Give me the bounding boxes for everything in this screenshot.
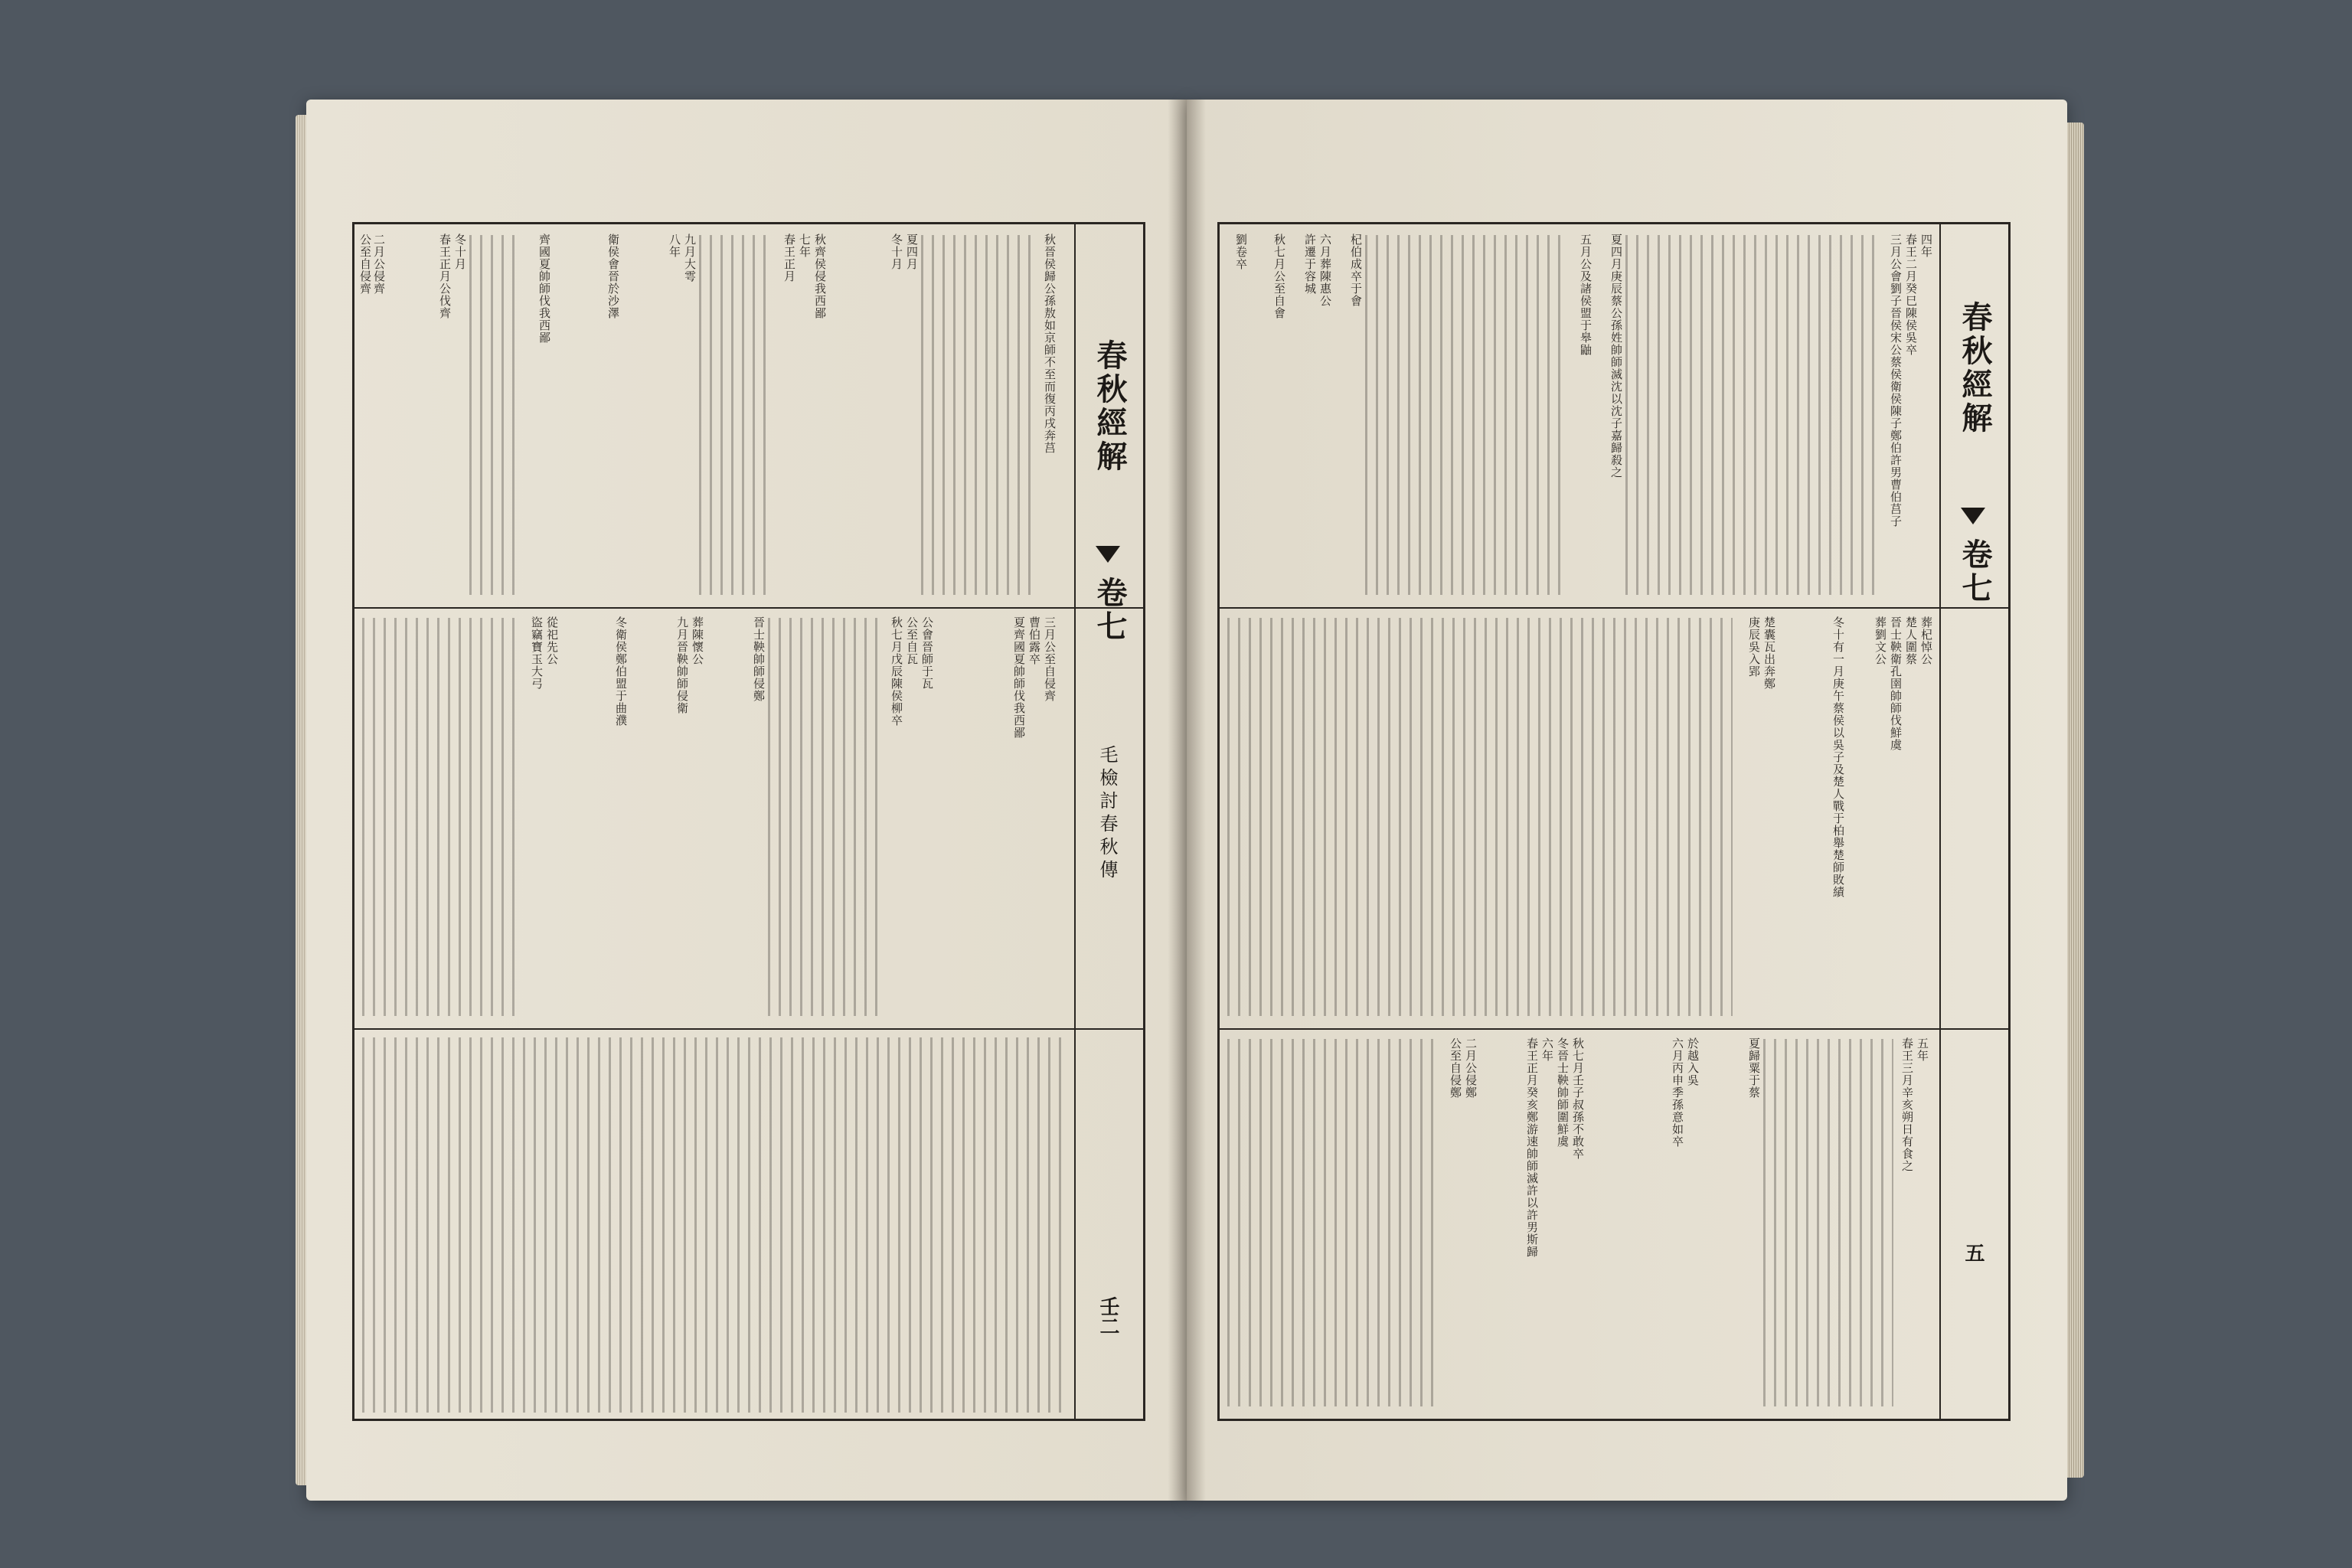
left-upper-col-11: 七年 [798, 234, 812, 258]
left-upper-col-4: 八年 [668, 234, 681, 258]
right-lower-col-3: 夏歸粟于蔡 [1747, 1037, 1761, 1099]
right-lower-commentary-b [1227, 1039, 1442, 1406]
right-lower-col-4: 於越入吳 [1686, 1037, 1700, 1086]
left-mid-commentary-a [362, 618, 523, 1016]
left-margin-rule [1074, 224, 1076, 1419]
right-mid-commentary [1227, 618, 1733, 1016]
left-upper-col-6: 春王正月公伐齊 [438, 234, 452, 319]
left-upper-col-10: 秋齊侯侵我西鄙 [813, 234, 827, 319]
left-upper-col-9: 夏四月 [905, 234, 919, 270]
right-upper-col-2: 春王二月癸巳陳侯吳卒 [1904, 234, 1918, 356]
right-mid-col-4: 葬劉文公 [1873, 616, 1887, 665]
left-volume-label: 卷七 [1092, 577, 1128, 644]
left-upper-commentary-c [921, 235, 1036, 595]
right-page-edges [2067, 122, 2084, 1478]
right-upper-col-3: 三月公會劉子晉侯宋公蔡侯衛侯陳子鄭伯許男曹伯莒子 [1889, 234, 1903, 528]
left-mid-col-2: 曹伯露卒 [1027, 616, 1041, 665]
left-author-label: 毛檢討春秋傳 [1096, 745, 1118, 883]
right-folio: 五 [1962, 1243, 1984, 1263]
fish-tail-mark [1096, 546, 1120, 563]
left-running-title: 春秋經解 [1092, 339, 1128, 474]
left-upper-commentary-a [469, 235, 523, 595]
right-lower-col-1: 五年 [1916, 1037, 1929, 1062]
left-page [306, 100, 1187, 1501]
left-upper-col-14: 齊國夏帥師伐我西鄙 [537, 234, 551, 344]
left-text-frame [352, 222, 1145, 1421]
left-upper-col-3: 九月大雩 [683, 234, 697, 283]
left-mid-col-6: 秋七月戊辰陳侯柳卒 [890, 616, 903, 727]
left-mid-col-9: 九月晉鞅帥師侵衛 [675, 616, 689, 714]
right-lower-col-9: 春王正月癸亥鄭游速帥師滅許以許男斯歸 [1525, 1037, 1539, 1258]
right-upper-commentary-b [1365, 235, 1564, 595]
right-lower-col-11: 公至自侵鄭 [1449, 1037, 1462, 1099]
left-upper-col-5: 冬十月 [453, 234, 467, 270]
right-lower-col-6: 秋七月壬子叔孫不敢卒 [1571, 1037, 1585, 1160]
left-upper-col-8: 公至自侵齊 [358, 234, 372, 295]
right-upper-col-1: 四年 [1919, 234, 1933, 258]
left-upper-col-7: 二月公侵齊 [372, 234, 386, 295]
right-upper-commentary-a [1625, 235, 1878, 595]
right-fish-tail-mark [1961, 508, 1985, 524]
left-section-rule-1 [354, 607, 1143, 609]
right-page [1187, 100, 2067, 1501]
left-mid-col-10: 冬衛侯鄭伯盟于曲濮 [614, 616, 628, 727]
right-mid-col-1: 葬杞悼公 [1919, 616, 1933, 665]
left-mid-col-11: 從祀先公 [545, 616, 559, 665]
right-lower-col-10: 二月公侵鄭 [1464, 1037, 1478, 1099]
right-mid-col-5: 冬十有一月庚午蔡侯以吳子及楚人戰于柏舉楚師敗績 [1831, 616, 1845, 898]
right-upper-col-8: 許遷于容城 [1303, 234, 1317, 295]
left-mid-commentary-b [768, 618, 883, 1016]
left-upper-commentary-b [699, 235, 768, 595]
right-upper-col-9: 秋七月公至自會 [1272, 234, 1286, 319]
right-mid-col-6: 楚囊瓦出奔鄭 [1762, 616, 1776, 690]
left-folio: 壬二 [1096, 1296, 1119, 1336]
right-volume-label: 卷七 [1957, 538, 1993, 606]
left-mid-col-12: 盜竊寶玉大弓 [530, 616, 544, 690]
left-mid-col-5: 公至自瓦 [905, 616, 919, 665]
right-lower-col-8: 六年 [1540, 1037, 1554, 1062]
right-mid-col-7: 庚辰吳入郢 [1747, 616, 1761, 678]
right-mid-col-3: 晉士鞅衛孔圉帥師伐鮮虞 [1889, 616, 1903, 751]
right-running-title: 春秋經解 [1957, 301, 1993, 436]
left-mid-col-8: 葬陳懷公 [691, 616, 704, 665]
left-mid-col-4: 公會晉師于瓦 [920, 616, 934, 690]
right-upper-col-4: 夏四月庚辰蔡公孫姓帥師滅沈以沈子嘉歸殺之 [1609, 234, 1623, 479]
right-upper-col-6: 杞伯成卒于會 [1349, 234, 1363, 307]
right-upper-col-5: 五月公及諸侯盟于皋鼬 [1579, 234, 1592, 356]
left-lower-commentary [362, 1037, 1067, 1413]
left-mid-col-3: 夏齊國夏帥師伐我西鄙 [1012, 616, 1026, 739]
left-section-rule-2 [354, 1028, 1143, 1030]
right-margin-rule [1939, 224, 1941, 1419]
right-upper-col-10: 劉卷卒 [1234, 234, 1248, 270]
right-section-rule-1 [1220, 607, 2008, 609]
left-upper-col-13: 衛侯會晉於沙澤 [606, 234, 620, 319]
book-gutter [1168, 100, 1206, 1501]
left-upper-col-1: 秋晉侯歸公孫敖如京師不至而復丙戌奔莒 [1043, 234, 1057, 454]
right-mid-col-2: 楚人圍蔡 [1904, 616, 1918, 665]
left-mid-col-1: 三月公至自侵齊 [1043, 616, 1057, 702]
right-lower-commentary-a [1763, 1039, 1893, 1406]
right-lower-col-5: 六月丙申季孫意如卒 [1671, 1037, 1684, 1148]
right-section-rule-2 [1220, 1028, 2008, 1030]
open-book [306, 100, 2067, 1501]
right-upper-col-7: 六月葬陳惠公 [1318, 234, 1332, 307]
left-page-edges [296, 115, 306, 1485]
left-upper-col-12: 春王正月 [782, 234, 796, 283]
right-lower-col-2: 春王三月辛亥朔日有食之 [1900, 1037, 1914, 1172]
left-upper-col-2: 冬十月 [890, 234, 903, 270]
left-mid-col-7: 晉士鞅帥師侵鄭 [752, 616, 766, 702]
right-lower-col-7: 冬晉士鞅帥師圍鮮虞 [1556, 1037, 1570, 1148]
right-text-frame [1217, 222, 2011, 1421]
